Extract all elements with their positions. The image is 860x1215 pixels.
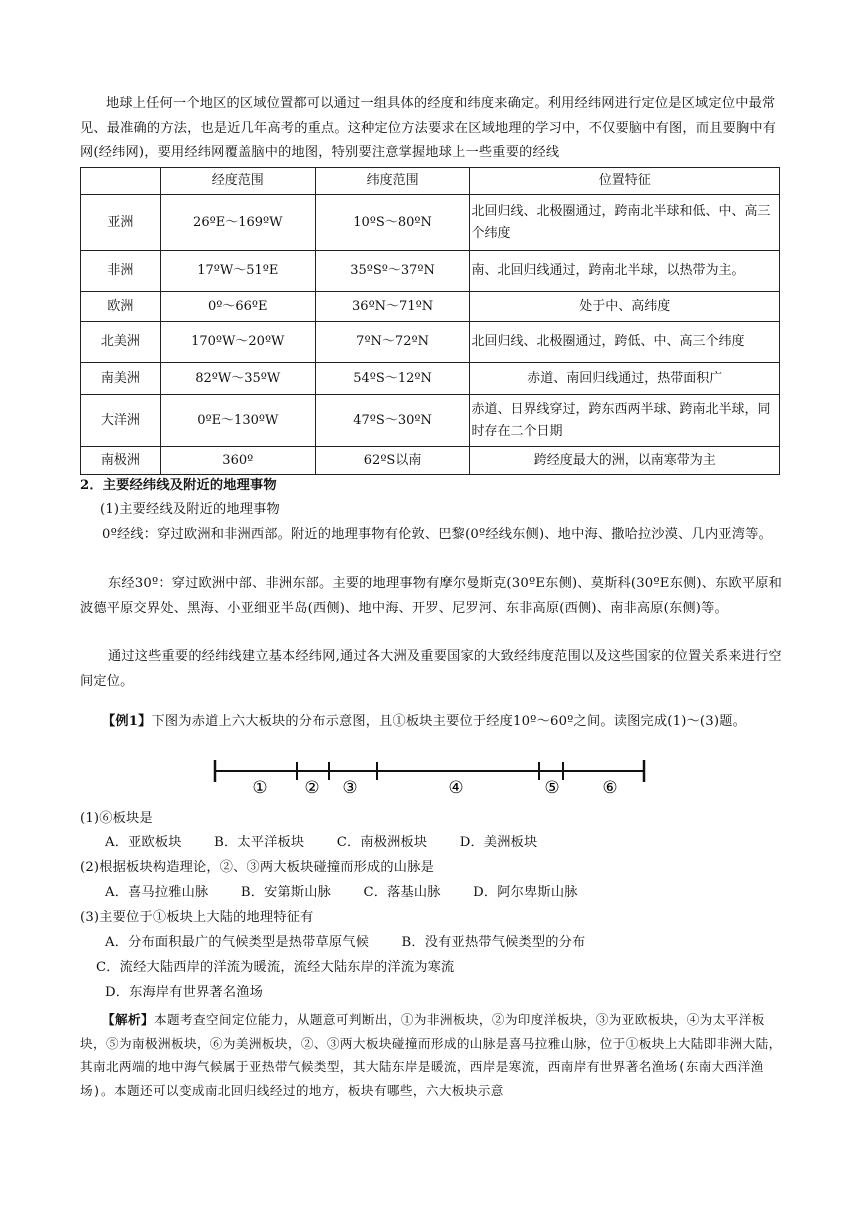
table-cell: 7ºN～72ºN [315,322,470,363]
table-cell: 北回归线、北极圈通过，跨南北半球和低、中、高三个纬度 [470,195,780,251]
table-row [81,195,780,251]
table-header-row [81,168,780,195]
option: A．亚欧板块 [105,835,182,850]
table-cell: 35ºSº～37ºN [315,251,470,292]
example-paragraph [80,710,785,735]
table-cell: 赤道、日界线穿过，跨东西两半球、跨南北半球，同时存在二个日期 [470,395,780,447]
option: C．流经大陆西岸的洋流为暖流，流经大陆东岸的洋流为寒流 [96,960,455,975]
question-1: (1)⑥板块是 [80,811,153,826]
plate-label: ⑥ [602,778,618,798]
table-cell: 360º [160,447,315,475]
table-cell: 跨经度最大的洲，以南寒带为主 [470,447,780,475]
plate-label: ④ [448,778,464,798]
plate-label: ② [304,778,320,798]
table-header-cell: 经度范围 [160,168,315,195]
option: C．南极洲板块 [336,835,428,850]
table-row [81,251,780,292]
table-cell: 170ºW～20ºW [160,322,315,363]
table-cell: 大洋洲 [81,395,161,447]
question-3: (3)主要位于①板块上大陆的地理特征有 [80,910,314,925]
table-cell: 0ºE～130ºW [160,395,315,447]
table-cell: 亚洲 [81,195,161,251]
table-row [81,322,780,363]
table-cell: 62ºS以南 [315,447,470,475]
example-text: 下图为赤道上六大板块的分布示意图，且①板块主要位于经度10º～60º之间。读图完成(1)～(3)题。 [151,714,746,729]
table-cell: 处于中、高纬度 [470,292,780,322]
table-cell: 17ºW～51ºE [160,251,315,292]
section-heading: 2．主要经纬线及附近的地理事物 [80,478,277,493]
option: B．没有亚热带气候类型的分布 [401,935,586,950]
meridian-30e-paragraph: 东经30º：穿过欧洲中部、非洲东部。主要的地理事物有摩尔曼斯克(30ºE东侧)、莫斯科(30ºE东侧)、东欧平原和波德平原交界处、黑海、小亚细亚半岛(西侧)、地中海、开罗、尼罗河、东非高原(西侧)、南非高原(东侧)等。 [80,576,783,616]
table-cell: 0º～66ºE [160,292,315,322]
table-cell: 26ºE～169ºW [160,195,315,251]
table-cell: 南极洲 [81,447,161,475]
table-header-cell: 位置特征 [470,168,780,195]
table-row [81,292,780,322]
option: B．太平洋板块 [214,835,305,850]
table-cell: 非洲 [81,251,161,292]
table-cell: 北美洲 [81,322,161,363]
subsection-heading: (1)主要经线及附近的地理事物 [100,502,280,517]
table-cell: 36ºN～71ºN [315,292,470,322]
option: B．安第斯山脉 [240,885,332,900]
table-cell: 82ºW～35ºW [160,363,315,395]
table-cell: 47ºS～30ºN [315,395,470,447]
table-row [81,447,780,475]
plate-label: ③ [342,778,358,798]
table-cell: 北回归线、北极圈通过，跨低、中、高三个纬度 [470,322,780,363]
option: C．落基山脉 [363,885,441,900]
analysis-paragraph [80,1008,785,1102]
option: A．喜马拉雅山脉 [105,885,209,900]
table-header-cell: 纬度范围 [315,168,470,195]
plate-diagram [210,757,650,799]
question-3-options-ab [105,931,585,956]
plate-label: ⑤ [544,778,560,798]
intro-paragraph: 地球上任何一个地区的区域位置都可以通过一组具体的经度和纬度来确定。利用经纬网进行定位是区域定位中最常见、最准确的方法，也是近几年高考的重点。这种定位方法要求在区域地理的学习中，不仅要脑中有图，而且要胸中有网(经纬网)，要用经纬网覆盖脑中的地图，特别要注意掌握地球上一些重要的经线 [80,96,777,160]
continent-table [80,167,780,475]
table-cell: 南美洲 [81,363,161,395]
meridian-0-paragraph: 0º经线：穿过欧洲和非洲西部。附近的地理事物有伦敦、巴黎(0º经线东侧)、地中海、撒哈拉沙漠、几内亚湾等。 [102,527,772,542]
option: A．分布面积最广的气候类型是热带草原气候 [105,935,370,950]
analysis-text: 本题考查空间定位能力，从题意可判断出，①为非洲板块，②为印度洋板块，③为亚欧板块，④为太平洋板块，⑤为南极洲板块，⑥为美洲板块，②、③两大板块碰撞而形成的山脉是喜马拉雅山脉，位于①板块上大陆即非洲大陆，其南北两端的地中海气候属于亚热带气候类型，其大陆东岸是暖流，西岸是寒流，西南岸有世界著名渔场(东南大西洋渔场)。本题还可以变成南北回归线经过的地方，板块有哪些，六大板块示意 [80,1012,782,1098]
summary-paragraph: 通过这些重要的经纬线建立基本经纬网,通过各大洲及重要国家的大致经纬度范围以及这些国家的位置关系来进行空间定位。 [80,649,782,689]
option: D．美洲板块 [459,835,538,850]
table-row [81,395,780,447]
table-cell: 10ºS～80ºN [315,195,470,251]
table-cell: 赤道、南回归线通过，热带面积广 [470,363,780,395]
question-1-options [105,831,537,856]
analysis-tag: 【解析】 [102,1012,154,1027]
example-tag: 【例1】 [102,714,152,729]
option: D．阿尔卑斯山脉 [473,885,578,900]
table-header-cell [81,168,161,195]
option: D．东海岸有世界著名渔场 [105,985,264,1000]
table-cell: 欧洲 [81,292,161,322]
plate-label: ① [252,778,268,798]
question-2-options [105,881,578,906]
table-cell: 54ºS～12ºN [315,363,470,395]
question-2: (2)根据板块构造理论，②、③两大板块碰撞而形成的山脉是 [80,860,434,875]
table-cell: 南、北回归线通过，跨南北半球，以热带为主。 [470,251,780,292]
table-row [81,363,780,395]
